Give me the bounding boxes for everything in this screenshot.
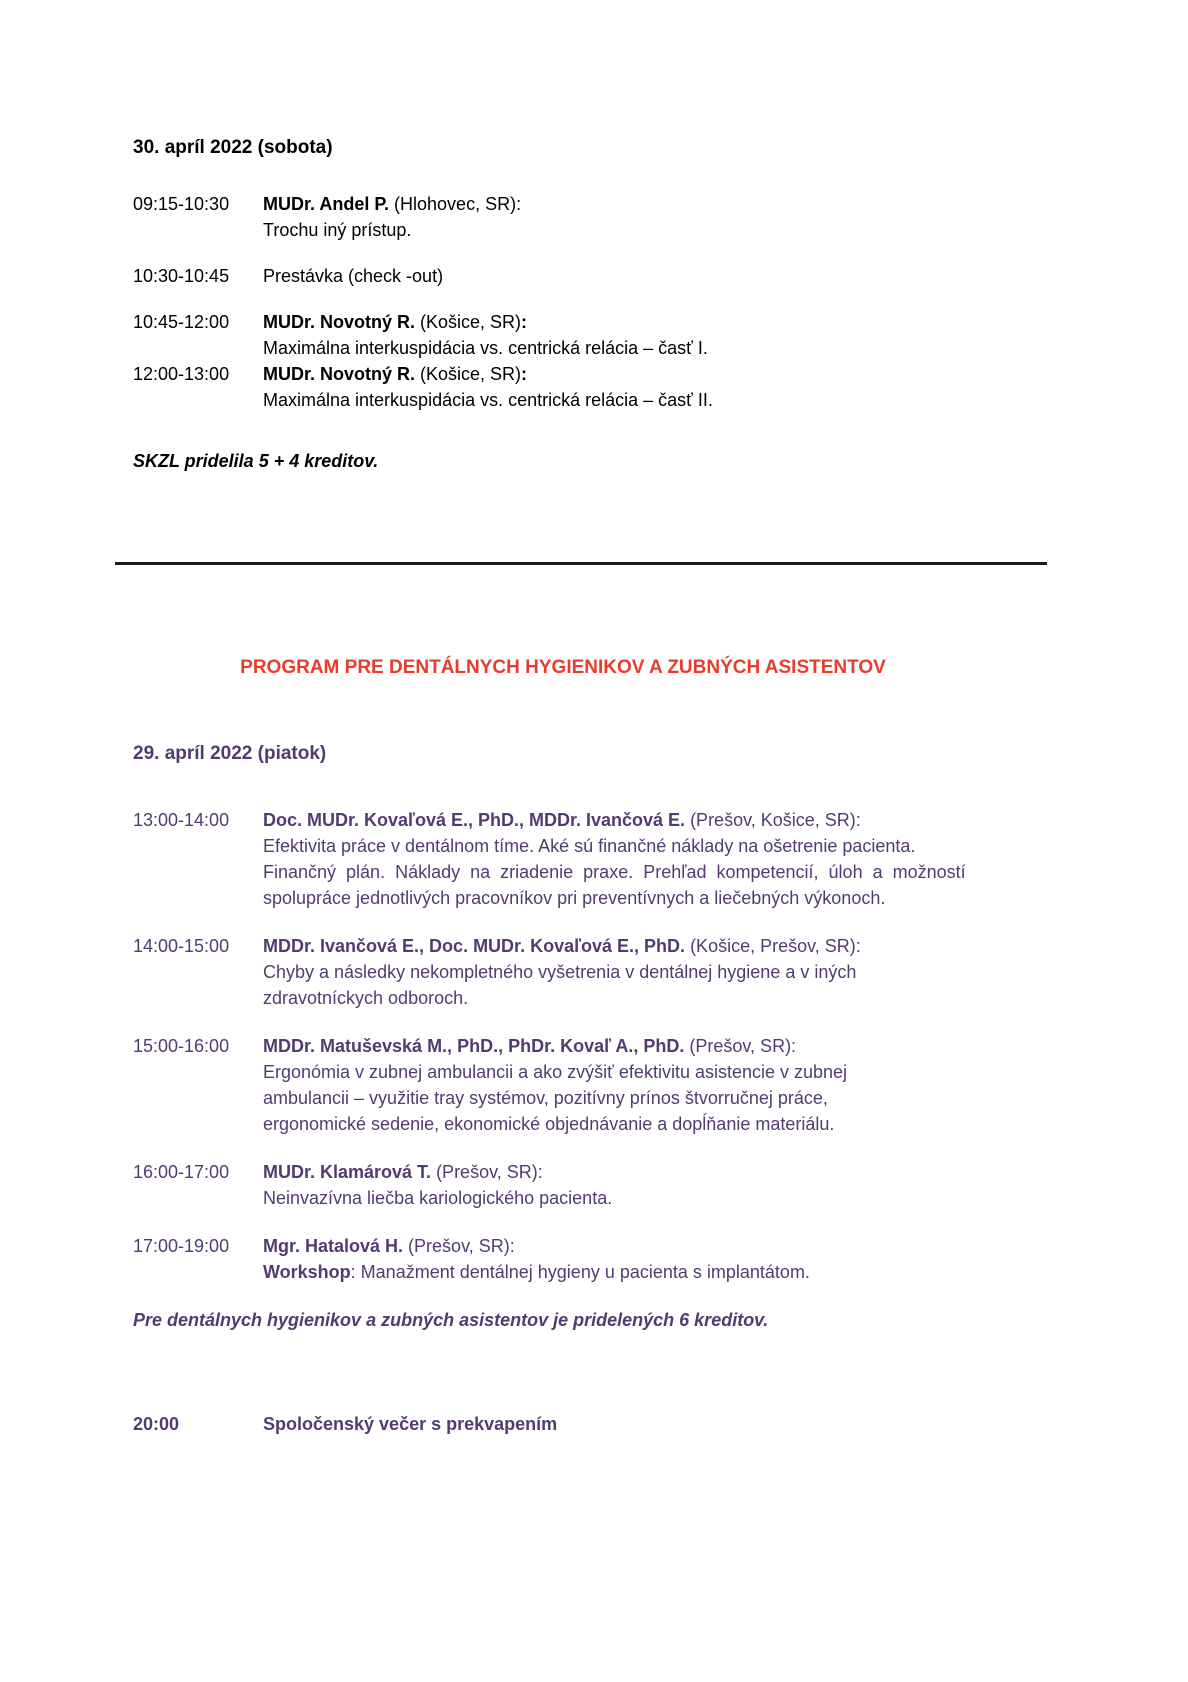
session-row	[133, 1159, 1048, 1211]
session-topic: Neinvazívna liečba kariologického pacienta.	[263, 1188, 613, 1208]
program-day-saturday	[133, 135, 1048, 474]
session-topic: Ergonómia v zubnej ambulancii a ako zvýšiť efektivitu asistencie v zubnej	[263, 1062, 848, 1082]
session-workshop-line	[263, 1259, 1048, 1285]
speaker-colon: :	[521, 364, 528, 384]
session-time: 09:15-10:30	[133, 194, 230, 214]
session-time: 10:45-12:00	[133, 312, 230, 332]
session-topic: ergonomické sedenie, ekonomické objednávanie a dopĺňanie materiálu.	[263, 1114, 835, 1134]
speaker-name: Doc. MUDr. Kovaľová E., PhD., MDDr. Ivančová E.	[263, 810, 686, 830]
session-topic: Trochu iný prístup.	[263, 220, 412, 240]
speaker-name: MDDr. Matuševská M., PhD., PhDr. Kovaľ A., PhD.	[263, 1036, 685, 1056]
speaker-location: (Košice, SR)	[415, 364, 522, 384]
session-time: 12:00-13:00	[133, 364, 230, 384]
session-time: 14:00-15:00	[133, 936, 230, 956]
session-speaker-line	[263, 1033, 1048, 1059]
session-body	[263, 807, 1048, 911]
session-topic: Maximálna interkuspidácia vs. centrická relácia – časť I.	[263, 338, 708, 358]
session-body	[263, 191, 1048, 243]
speaker-location: (Prešov, SR):	[403, 1236, 515, 1256]
session-row	[133, 933, 1048, 1011]
session-speaker-line	[263, 1159, 1048, 1185]
session-speaker-line	[263, 361, 1048, 387]
session-speaker-line	[263, 933, 1048, 959]
session-row	[133, 1033, 1048, 1137]
session-topic: spolupráce jednotlivých pracovníkov pri preventívnych a liečebných výkonoch.	[263, 888, 886, 908]
speaker-name: MDDr. Ivančová E., Doc. MUDr. Kovaľová E., PhD.	[263, 936, 686, 956]
workshop-topic: : Manažment dentálnej hygieny u pacienta s implantátom.	[350, 1262, 810, 1282]
workshop-label: Workshop	[263, 1262, 351, 1282]
session-speaker-line	[263, 191, 1048, 217]
speaker-name: MUDr. Novotný R.	[263, 364, 416, 384]
speaker-name: MUDr. Andel P.	[263, 194, 390, 214]
session-speaker-line	[263, 309, 1048, 335]
session-speaker-line	[263, 1233, 1048, 1259]
speaker-location: (Prešov, SR):	[684, 1036, 797, 1056]
session-topic: Efektivita práce v dentálnom tíme. Aké sú finančné náklady na ošetrenie pacienta.	[263, 836, 916, 856]
speaker-name: MUDr. Klamárová T.	[263, 1162, 432, 1182]
session-row	[133, 191, 1048, 243]
speaker-location: (Košice, Prešov, SR):	[685, 936, 861, 956]
hygienists-credits-note: Pre dentálnych hygienikov a zubných asistentov je pridelených 6 kreditov.	[133, 1310, 769, 1330]
session-time: 17:00-19:00	[133, 1236, 230, 1256]
session-row	[133, 263, 1048, 289]
program-hygienists	[133, 655, 1048, 1437]
saturday-date-heading: 30. apríl 2022 (sobota)	[133, 137, 333, 158]
evening-label: Spoločenský večer s prekvapením	[263, 1414, 558, 1434]
session-topic: zdravotníckych odboroch.	[263, 988, 469, 1008]
session-topic: Finančný plán. Náklady na zriadenie praxe. Prehľad kompetencií, úloh a možností	[263, 862, 966, 882]
speaker-location: (Prešov, SR):	[431, 1162, 543, 1182]
session-body	[263, 263, 1048, 289]
speaker-location: (Košice, SR)	[415, 312, 522, 332]
session-topic: Chyby a následky nekompletného vyšetrenia v dentálnej hygiene a v iných	[263, 962, 857, 982]
saturday-credits-note: SKZL pridelila 5 + 4 kreditov.	[133, 451, 379, 471]
session-time: 15:00-16:00	[133, 1036, 230, 1056]
session-row	[133, 1233, 1048, 1285]
session-time: 16:00-17:00	[133, 1162, 230, 1182]
section-divider	[115, 562, 1047, 565]
session-time: 13:00-14:00	[133, 810, 230, 830]
session-body	[263, 933, 1048, 1011]
session-body	[263, 361, 1048, 413]
speaker-location: (Prešov, Košice, SR):	[685, 810, 861, 830]
session-body	[263, 309, 1048, 361]
speaker-name: MUDr. Novotný R.	[263, 312, 416, 332]
session-row	[133, 361, 1048, 413]
hygienists-program-title: PROGRAM PRE DENTÁLNYCH HYGIENIKOV A ZUBNÝCH ASISTENTOV	[240, 657, 886, 678]
speaker-name: Mgr. Hatalová H.	[263, 1236, 404, 1256]
session-row	[133, 807, 1048, 911]
session-body	[263, 1033, 1048, 1137]
friday-date-heading: 29. apríl 2022 (piatok)	[133, 743, 327, 764]
session-body	[263, 1159, 1048, 1211]
session-topic: Maximálna interkuspidácia vs. centrická relácia – časť II.	[263, 390, 713, 410]
evening-event-row	[133, 1411, 1048, 1437]
session-topic: ambulancii – využitie tray systémov, pozitívny prínos štvorručnej práce,	[263, 1088, 828, 1108]
session-speaker-line	[263, 807, 1048, 833]
session-topic: Prestávka (check -out)	[263, 266, 444, 286]
speaker-colon: :	[521, 312, 528, 332]
session-time: 10:30-10:45	[133, 266, 230, 286]
speaker-location: (Hlohovec, SR):	[389, 194, 522, 214]
evening-time: 20:00	[133, 1414, 180, 1434]
session-body	[263, 1233, 1048, 1285]
session-row	[133, 309, 1048, 361]
